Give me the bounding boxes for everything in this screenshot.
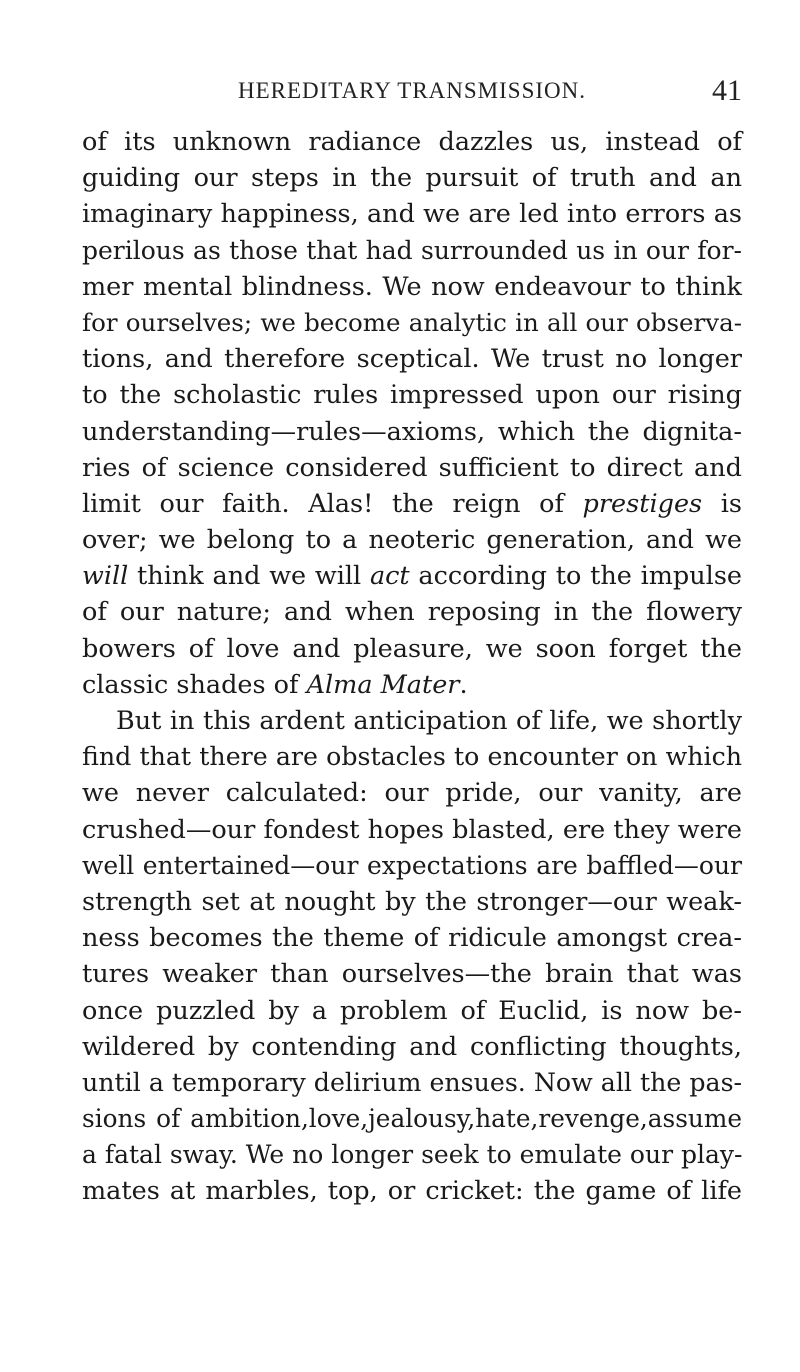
text-line: until a temporary delirium ensues. Now all the pas- (82, 1067, 743, 1097)
text-line: well entertained—our expectations are baffled—our (82, 850, 742, 880)
text-line: But in this ardent anticipation of life, we shortly (116, 706, 742, 736)
text-run: is (702, 488, 742, 519)
text-line (82, 558, 742, 594)
text-line: wildered by contending and conflicting thoughts, (82, 1031, 742, 1062)
text-line: tures weaker than ourselves—the brain that was (82, 959, 742, 990)
text-line: strength set at nought by the stronger—our weak- (82, 886, 742, 917)
text-line: tions, and therefore sceptical. We trust no longer (82, 344, 742, 375)
text-line: understanding—rules—axioms, which the dignita- (82, 416, 742, 447)
text-line: guiding our steps in the pursuit of truth and an (82, 163, 742, 194)
text-line: once puzzled by a problem of Euclid, is now be- (82, 995, 742, 1026)
running-title: HEREDITARY TRANSMISSION. (237, 78, 587, 103)
text-run: limit our faith. Alas! the reign of (82, 488, 583, 519)
text-run: . (459, 669, 468, 700)
text-line: ness becomes the theme of ridicule amongst crea- (82, 923, 742, 954)
text-line: mates at marbles, top, or cricket: the game of life (82, 1176, 742, 1207)
italic-text: act (369, 561, 410, 592)
text-line: crushed—our fondest hopes blasted, ere they were (82, 814, 742, 845)
italic-text: prestiges (582, 488, 703, 519)
text-line: of our nature; and when reposing in the flowery (82, 597, 742, 628)
paragraph (82, 124, 742, 703)
text-line: perilous as those that had surrounded us in our for- (82, 235, 742, 265)
text-line (82, 667, 742, 703)
page-number: 41 (712, 74, 742, 107)
text-line (82, 486, 742, 522)
text-line: imaginary happiness, and we are led into errors as (82, 199, 742, 230)
text-line: to the scholastic rules impressed upon our rising (82, 380, 742, 411)
text-line: find that there are obstacles to encounter on which (82, 742, 742, 772)
text-line: of its unknown radiance dazzles us, instead of (82, 127, 742, 157)
body-text (82, 124, 742, 1210)
text-line: mer mental blindness. We now endeavour to think (82, 271, 742, 302)
text-line: sions of ambition,love,jealousy,hate,revenge,assume (82, 1104, 742, 1134)
text-run: according to the impulse (409, 561, 743, 592)
text-line: a fatal sway. We no longer seek to emulate our play- (82, 1140, 743, 1170)
text-line: over; we belong to a neoteric generation, and we (82, 525, 742, 556)
running-header (82, 74, 742, 112)
italic-text: Alma Mater (306, 669, 460, 700)
text-line: we never calculated: our pride, our vanity, are (82, 778, 742, 809)
text-run: classic shades of (82, 669, 307, 700)
text-line: ries of science considered sufficient to direct and (82, 452, 742, 483)
italic-text: will (82, 561, 129, 592)
text-line: for ourselves; we become analytic in all our observa- (82, 307, 742, 337)
text-run: think and we will (128, 561, 370, 592)
paragraph (82, 703, 742, 1210)
text-line: bowers of love and pleasure, we soon forget the (82, 633, 742, 664)
